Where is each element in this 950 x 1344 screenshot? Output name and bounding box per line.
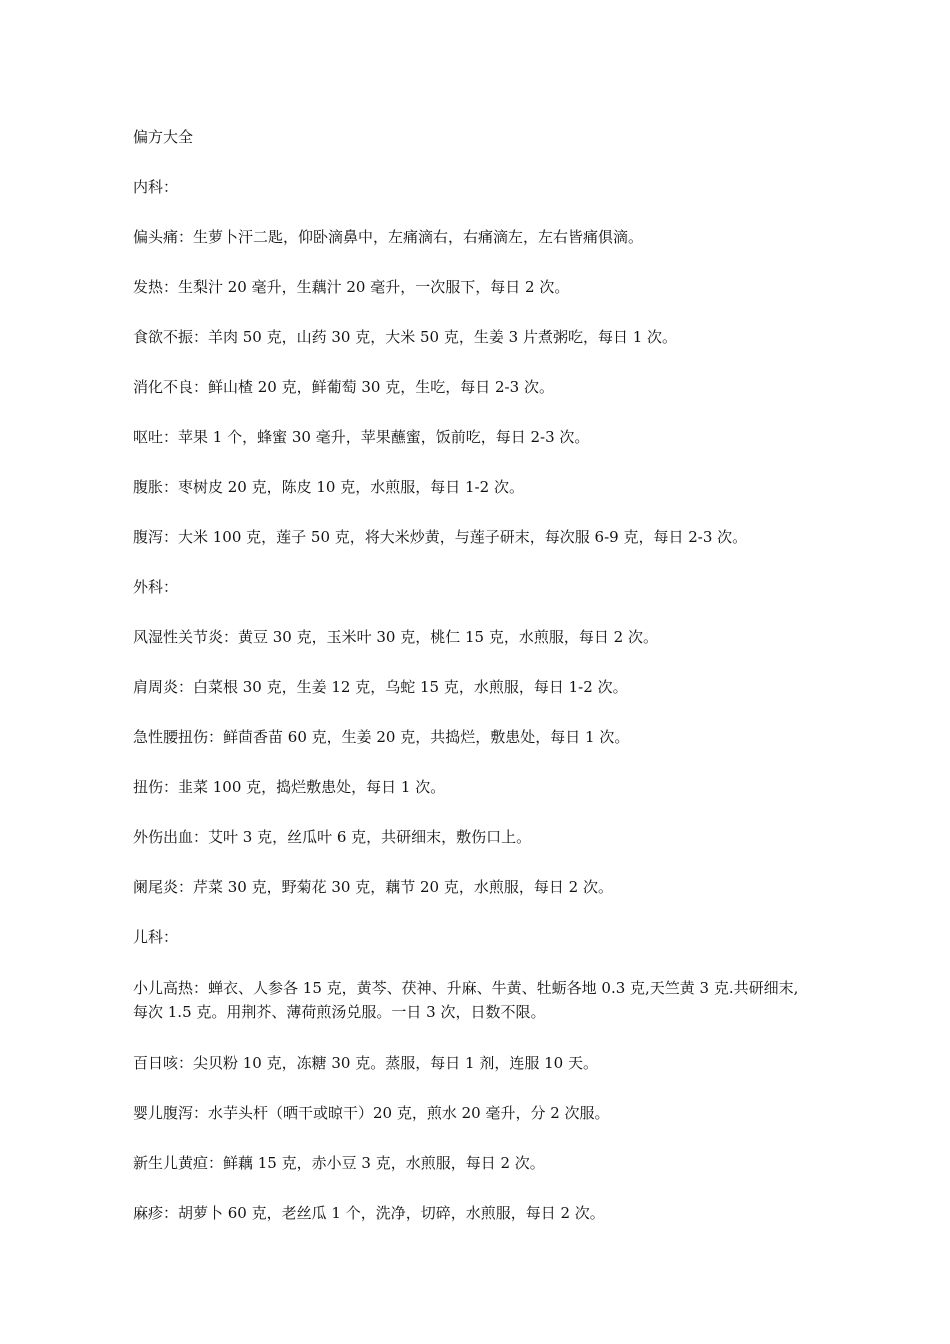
remedy-item: 消化不良：鲜山楂 20 克，鲜葡萄 30 克，生吃，每日 2-3 次。 (133, 378, 554, 396)
remedy-item: 麻疹：胡萝卜 60 克，老丝瓜 1 个，洗净，切碎，水煎服，每日 2 次。 (133, 1204, 605, 1222)
remedy-item: 婴儿腹泻：水芋头杆（晒干或晾干）20 克，煎水 20 毫升，分 2 次服。 (133, 1104, 610, 1122)
remedy-item: 小儿高热：蝉衣、人参各 15 克，黄芩、茯神、升麻、牛黄、牡蛎各地 0.3 克,天竺黄 3 克.共研细末,每次 1.5 克。用荆芥、薄荷煎汤兑服。一日 3 次，日数不限。 (133, 979, 799, 1021)
remedy-item: 发热：生梨汁 20 毫升，生藕汁 20 毫升，一次服下，每日 2 次。 (133, 278, 570, 296)
section-heading-internal: 内科： (133, 178, 179, 196)
document-title: 偏方大全 (133, 128, 194, 146)
remedy-item: 扭伤：韭菜 100 克，捣烂敷患处，每日 1 次。 (133, 778, 446, 796)
remedy-item: 新生儿黄疸：鲜藕 15 克，赤小豆 3 克，水煎服，每日 2 次。 (133, 1154, 545, 1172)
remedy-item: 外伤出血：艾叶 3 克，丝瓜叶 6 克，共研细末，敷伤口上。 (133, 828, 532, 846)
remedy-item: 食欲不振：羊肉 50 克，山药 30 克，大米 50 克，生姜 3 片煮粥吃，每日 1 次。 (133, 328, 678, 346)
section-heading-surgery: 外科： (133, 578, 179, 596)
remedy-item: 百日咳：尖贝粉 10 克，冻糖 30 克。蒸服，每日 1 剂，连服 10 天。 (133, 1054, 598, 1072)
remedy-item: 急性腰扭伤：鲜茴香苗 60 克，生姜 20 克，共捣烂，敷患处，每日 1 次。 (133, 728, 630, 746)
section-heading-pediatrics: 儿科： (133, 928, 179, 946)
remedy-item: 阑尾炎：芹菜 30 克，野菊花 30 克，藕节 20 克，水煎服，每日 2 次。 (133, 878, 613, 896)
remedy-item: 肩周炎：白菜根 30 克，生姜 12 克，乌蛇 15 克，水煎服，每日 1-2 次。 (133, 678, 628, 696)
remedy-item: 风湿性关节炎：黄豆 30 克，玉米叶 30 克，桃仁 15 克，水煎服，每日 2 次。 (133, 628, 658, 646)
remedy-item: 偏头痛：生萝卜汗二匙，仰卧滴鼻中，左痛滴右，右痛滴左，左右皆痛俱滴。 (133, 228, 644, 246)
remedy-item: 腹胀：枣树皮 20 克，陈皮 10 克，水煎服，每日 1-2 次。 (133, 478, 524, 496)
remedy-item: 呕吐：苹果 1 个，蜂蜜 30 毫升，苹果蘸蜜，饭前吃，每日 2-3 次。 (133, 428, 590, 446)
remedy-item: 腹泻：大米 100 克，莲子 50 克，将大米炒黄，与莲子研末，每次服 6-9 克，每日 2-3 次。 (133, 528, 748, 546)
document-page (133, 126, 813, 1252)
